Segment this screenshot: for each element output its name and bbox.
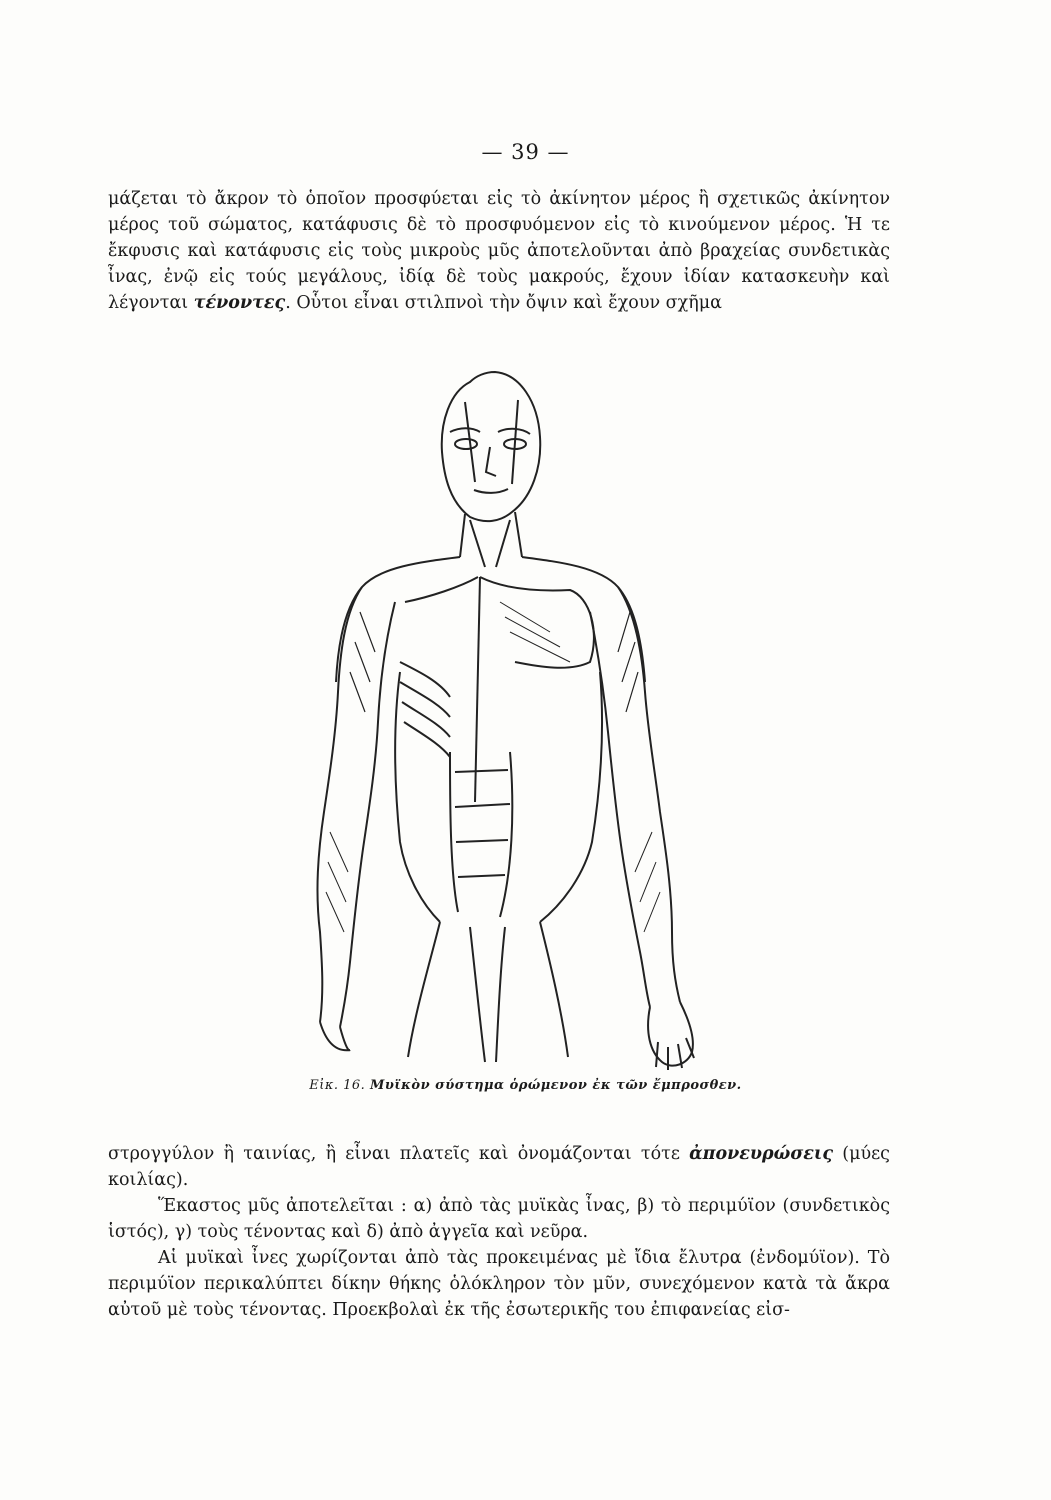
paragraph-second: Ἕκαστος μῦς ἀποτελεῖται : α) ἀπὸ τὰς μυϊκὰς ἶνας, β) τὸ περιμύϊον (συνδετικὸς ἱστός), γ) τοὺς τένοντας καὶ δ) ἀπὸ ἀγγεῖα καὶ νεῦρα. [108, 1196, 890, 1242]
page-number: — 39 — [481, 140, 570, 164]
paragraph-top-tail: . Οὗτοι εἶναι στιλπνοὶ τὴν ὄψιν καὶ ἔχουν σχῆμα [285, 293, 722, 313]
paragraph-top-text: μάζεται τὸ ἄκρον τὸ ὁποῖον προσφύεται εἰς τὸ ἀκίνητον μέρος ἢ σχετικῶς ἀκίνητον μέρος τοῦ σώματος, κατάφυσις δὲ τὸ προσφυόμενον εἰς τὸ κινούμενον μέρος. Ἡ τε ἔκφυσις καὶ κατάφυσις εἰς τοὺς μικροὺς μῦς ἀποτελοῦνται ἀπὸ βραχείας συνδετικὰς ἶνας, ἐνῷ εἰς τούς μεγάλους, ἰδίᾳ δὲ τοὺς μακρούς, ἔχουν ἰδίαν κατασκευὴν καὶ λέγονται [108, 189, 890, 313]
muscle-system-illustration-icon [300, 352, 750, 1070]
caption-prefix: Εἰκ. 16. [309, 1078, 366, 1093]
caption-text: Μυϊκὸν σύστημα ὁρώμενον ἐκ τῶν ἔμπροσθεν. [369, 1078, 742, 1093]
paragraph-after-text: στρογγύλον ἢ ταινίας, ἢ εἶναι πλατεῖς καὶ ὀνομάζονται τότε [108, 1144, 680, 1164]
term-aponevroseis: ἀπονευρώσεις [689, 1144, 834, 1164]
paragraph-after [108, 1141, 890, 1193]
paragraph-top [108, 186, 890, 316]
term-tenontes: τένοντες [193, 293, 286, 313]
paragraph-third: Αἱ μυϊκαὶ ἶνες χωρίζονται ἀπὸ τὰς προκειμένας μὲ ἴδια ἔλυτρα (ἐνδομύϊον). Τὸ περιμύϊον περικαλύπτει δίκην θήκης ὁλόκληρον τὸν μῦν, συνεχόμενον κατὰ τὰ ἄκρα αὐτοῦ μὲ τοὺς τένοντας. Προεκβολαὶ ἐκ τῆς ἐσωτερικῆς του ἐπιφανείας εἰσ- [108, 1248, 890, 1320]
figure-caption [0, 1078, 1051, 1093]
paragraph-after-tail: (μύες κοιλίας). [108, 1144, 890, 1190]
muscle-figure [300, 352, 750, 1070]
